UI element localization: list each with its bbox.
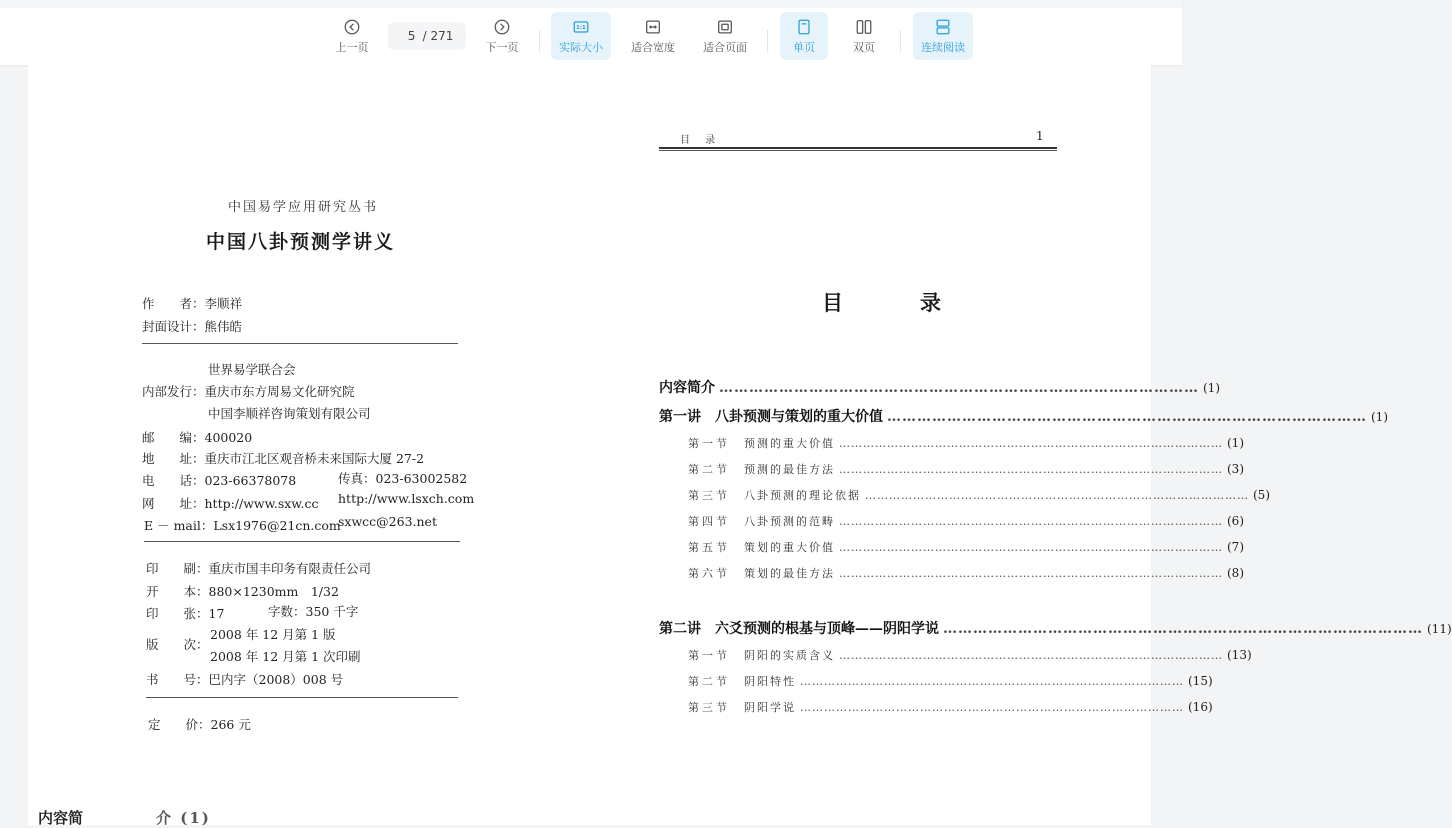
running-page-number: 1 <box>1036 129 1044 143</box>
fit-width-button[interactable] <box>623 12 683 60</box>
toc-leader: …………………………………………………………………………………… <box>865 489 1249 502</box>
document-page <box>28 65 1452 827</box>
toc-label: 预测的重大价值 <box>744 437 835 450</box>
address-line: 地 址：重庆市江北区观音桥未来国际大厦 27-2 <box>142 451 425 466</box>
toc-entry[interactable] <box>688 565 1244 581</box>
phone-line: 电 话：023-66378078 <box>142 473 297 488</box>
toc-section: 第二节 <box>688 463 730 476</box>
chevron-left-circle-icon <box>343 18 361 36</box>
toc-label: 阴阳特性 <box>744 675 796 688</box>
toolbar-divider <box>900 30 901 52</box>
toc-page: (7) <box>1227 540 1244 554</box>
toc-label: 第一讲 八卦预测与策划的重大价值 <box>659 409 883 425</box>
toc-leader: …………………………………………………………………………………… <box>887 409 1367 425</box>
actual-size-icon <box>572 18 590 36</box>
toolbar-divider <box>539 30 540 52</box>
double-page-icon <box>855 18 873 36</box>
fit-width-icon <box>644 18 662 36</box>
word-count-line: 字数：350 千字 <box>268 604 359 619</box>
fit-width-label: 适合宽度 <box>631 40 675 54</box>
publisher-line-2: 内部发行：重庆市东方周易文化研究院 <box>142 384 355 399</box>
toc-leader: …………………………………………………………………………………… <box>719 380 1199 396</box>
toc-entry[interactable] <box>659 377 1220 397</box>
toc-label: 八卦预测的理论依据 <box>744 489 861 502</box>
postcode-line: 邮 编：400020 <box>142 430 253 445</box>
prev-page-button[interactable] <box>326 12 378 60</box>
next-page-button[interactable] <box>476 12 528 60</box>
price-line: 定 价：266 元 <box>148 717 251 732</box>
toc-entry[interactable] <box>688 435 1244 451</box>
prev-page-label: 上一页 <box>335 40 369 54</box>
toc-page: (3) <box>1227 462 1244 476</box>
book-title: 中国八卦预测学讲义 <box>206 231 396 253</box>
header-rule <box>659 150 1057 151</box>
total-pages: / 271 <box>422 29 454 43</box>
toc-label: 策划的重大价值 <box>744 541 835 554</box>
page-number-input[interactable] <box>388 22 466 50</box>
toc-leader: …………………………………………………………………………………… <box>839 649 1223 662</box>
toc-leader: …………………………………………………………………………………… <box>839 463 1223 476</box>
series-name: 中国易学应用研究丛书 <box>228 200 379 215</box>
toc-entry[interactable] <box>688 513 1244 529</box>
toc-page: (16) <box>1188 700 1213 714</box>
toc-leader: …………………………………………………………………………………… <box>839 567 1223 580</box>
single-page-label: 单页 <box>793 40 815 54</box>
toc-entry[interactable] <box>688 647 1252 663</box>
toolbar-divider <box>767 30 768 52</box>
cover-design-line: 封面设计：熊伟皓 <box>142 319 243 334</box>
single-page-icon <box>795 18 813 36</box>
continuous-read-label: 连续阅读 <box>921 40 965 54</box>
next-page-label: 下一页 <box>485 40 519 54</box>
header-rule <box>659 147 1057 149</box>
fax-line: 传真：023-63002582 <box>338 471 468 486</box>
actual-size-label: 实际大小 <box>559 40 603 54</box>
toc-entry[interactable] <box>688 487 1270 503</box>
toc-section: 第六节 <box>688 567 730 580</box>
web-line-1: 网 址：http://www.sxw.cc <box>142 496 319 511</box>
toc-entry[interactable] <box>688 461 1244 477</box>
actual-size-button[interactable] <box>551 12 611 60</box>
toc-entry[interactable] <box>688 673 1213 689</box>
divider-rule <box>146 697 458 698</box>
sheets-line: 印 张：17 <box>146 606 225 621</box>
toc-section: 第四节 <box>688 515 730 528</box>
toc-page: (13) <box>1227 648 1252 662</box>
divider-rule <box>144 541 460 542</box>
toc-section: 第三节 <box>688 489 730 502</box>
toc-page: (8) <box>1227 566 1244 580</box>
edition-label: 版 次： <box>146 637 209 652</box>
edition-line-1: 2008 年 12 月第 1 版 <box>210 627 336 642</box>
toc-leader: …………………………………………………………………………………… <box>800 701 1184 714</box>
toc-entry[interactable] <box>688 539 1244 555</box>
toc-section: 第一节 <box>688 437 730 450</box>
double-page-label: 双页 <box>853 40 875 54</box>
toc-page: (1) <box>1227 436 1244 450</box>
toc-label: 阴阳的实质含义 <box>744 649 835 662</box>
toc-entry[interactable] <box>688 699 1213 715</box>
single-page-button[interactable] <box>780 12 828 60</box>
continuous-read-button[interactable] <box>913 12 973 60</box>
fit-page-button[interactable] <box>695 12 755 60</box>
toc-leader: …………………………………………………………………………………… <box>839 541 1223 554</box>
author-line: 作 者：李顺祥 <box>142 296 243 311</box>
chevron-right-circle-icon <box>493 18 511 36</box>
toc-label: 策划的最佳方法 <box>744 567 835 580</box>
toc-label: 内容简介 <box>659 380 715 396</box>
printer-line: 印 刷：重庆市国丰印务有限责任公司 <box>146 561 372 576</box>
toc-section: 第五节 <box>688 541 730 554</box>
toc-label: 八卦预测的范畴 <box>744 515 835 528</box>
svg-text:1:1: 1:1 <box>576 24 586 31</box>
toc-label: 预测的最佳方法 <box>744 463 835 476</box>
toc-page: (11) <box>1427 622 1452 636</box>
double-page-button[interactable] <box>840 12 888 60</box>
format-line: 开 本：880×1230mm 1/32 <box>146 584 339 599</box>
current-page[interactable]: 5 <box>407 29 416 43</box>
toc-leader: …………………………………………………………………………………… <box>943 621 1423 637</box>
book-number-line: 书 号：巴内字（2008）008 号 <box>146 672 344 687</box>
toc-page: (1) <box>1203 381 1220 395</box>
toc-label: 第二讲 六爻预测的根基与顶峰——阴阳学说 <box>659 621 939 637</box>
publisher-line-3: 中国李顺祥咨询策划有限公司 <box>208 406 371 421</box>
toc-section: 第二节 <box>688 675 730 688</box>
toc-page: (6) <box>1227 514 1244 528</box>
web-line-2: http://www.lsxch.com <box>338 491 475 506</box>
fit-page-icon <box>716 18 734 36</box>
toc-page: (15) <box>1188 674 1213 688</box>
email-line-2: sxwcc@263.net <box>338 514 437 529</box>
publisher-line-1: 世界易学联合会 <box>208 362 296 377</box>
next-page-peek: 介 (1) <box>156 809 211 827</box>
next-page-peek: 内容简 <box>38 809 84 827</box>
toc-leader: …………………………………………………………………………………… <box>839 437 1223 450</box>
toc-section: 第三节 <box>688 701 730 714</box>
email-line-1: E － mail：Lsx1976@21cn.com <box>144 518 341 533</box>
toc-section: 第一节 <box>688 649 730 662</box>
toc-entry[interactable] <box>659 406 1388 426</box>
running-head: 目 录 <box>680 135 722 146</box>
toc-title: 目 录 <box>822 290 969 315</box>
continuous-read-icon <box>934 18 952 36</box>
edition-line-2: 2008 年 12 月第 1 次印刷 <box>210 649 361 664</box>
toc-page: (1) <box>1371 410 1388 424</box>
toc-entry[interactable] <box>659 618 1452 638</box>
toc-page: (5) <box>1253 488 1270 502</box>
fit-page-label: 适合页面 <box>703 40 747 54</box>
toc-leader: …………………………………………………………………………………… <box>839 515 1223 528</box>
reader-toolbar <box>0 0 1182 65</box>
divider-rule <box>142 343 458 344</box>
toc-leader: …………………………………………………………………………………… <box>800 675 1184 688</box>
toc-label: 阴阳学说 <box>744 701 796 714</box>
